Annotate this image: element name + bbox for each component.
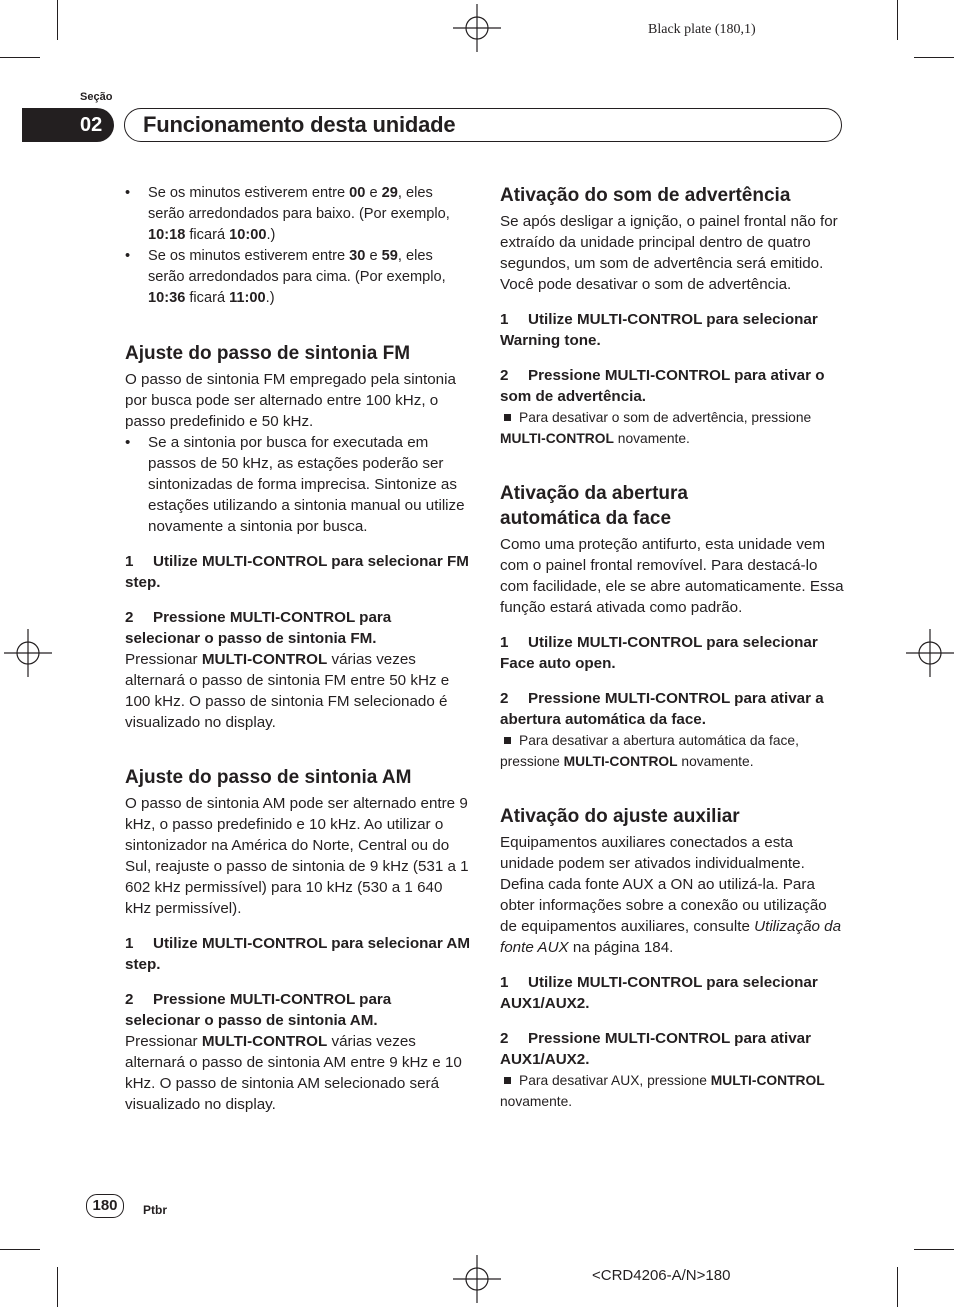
crop-mark [914,57,954,58]
left-column [125,183,470,1115]
step-2: 2 Pressione MULTI-CONTROL para ativar AUX1/AUX2. [500,1030,811,1068]
plate-label: Black plate (180,1) [648,22,756,37]
crop-mark [0,1249,40,1250]
paragraph: O passo de sintonia FM empregado pela sintonia por busca pode ser alternado entre 100 kHz, o passo predefinido e 50 kHz. [125,371,456,430]
paragraph: Pressionar MULTI-CONTROL várias vezes alternará o passo de sintonia FM entre 50 kHz e 100 kHz. O passo de sintonia FM selecionado é visualizado no display. [125,651,450,731]
step-1: 1 Utilize MULTI-CONTROL para selecionar FM step. [125,553,469,591]
note: Para desativar a abertura automática da face, pressione MULTI-CONTROL novamente. [500,733,799,769]
step-2: 2 Pressione MULTI-CONTROL para ativar o som de advertência. [500,367,825,405]
section-title: Funcionamento desta unidade [143,112,456,137]
list-item: • Se os minutos estiverem entre 30 e 59, eles serão arredondados para cima. (Por exemplo, 10:36 ficará 11:00.) [125,246,470,309]
heading-face-auto-open: Ativação da abertura automática da face [500,483,688,529]
paragraph: Como uma proteção antifurto, esta unidade vem com o painel frontal removível. Para destacá-lo com facilidade, ele se abre automaticamente. Essa função estará ativada como padrão. [500,536,844,616]
section-label: Seção [80,91,113,103]
square-bullet-icon [504,414,511,421]
note: Para desativar AUX, pressione MULTI-CONTROL novamente. [500,1073,825,1109]
registration-mark-icon [453,4,501,52]
crop-mark [57,0,58,40]
step-2: 2 Pressione MULTI-CONTROL para ativar a abertura automática da face. [500,690,824,728]
heading-fm-step: Ajuste do passo de sintonia FM [125,343,411,364]
square-bullet-icon [504,737,511,744]
step-2: 2 Pressione MULTI-CONTROL para selecionar o passo de sintonia AM. [125,991,392,1029]
note: Para desativar o som de advertência, pressione MULTI-CONTROL novamente. [500,410,812,446]
crop-mark [57,1267,58,1307]
paragraph: O passo de sintonia AM pode ser alternado entre 9 kHz, o passo predefinido e 10 kHz. Ao utilizar o sintonizador na América do Norte, Central ou do Sul, reajuste o passo de sintonia de 9 kHz (531 a 1 602 kHz permissível) para 10 kHz (530 a 1 640 kHz permissível). [125,795,469,917]
list-item: • Se os minutos estiverem entre 00 e 29, eles serão arredondados para baixo. (Por exemplo, 10:18 ficará 10:00.) [125,183,470,246]
paragraph: Se após desligar a ignição, o painel frontal não for extraído da unidade principal dentro de quatro segundos, um som de advertência será emitido. Você pode desativar o som de advertência. [500,213,838,293]
step-1: 1 Utilize MULTI-CONTROL para selecionar AM step. [125,935,471,973]
registration-mark-icon [4,629,52,677]
heading-warning-tone: Ativação do som de advertência [500,185,791,206]
square-bullet-icon [504,1077,511,1084]
paragraph: Equipamentos auxiliares conectados a esta unidade podem ser ativados individualmente. Defina cada fonte AUX a ON ao utilizá-la. Para obter informações sobre a conexão ou utilização de equipamentos auxiliares, consulte Utilização da fonte AUX na página 184. [500,834,842,956]
registration-mark-icon [906,629,954,677]
step-2: 2 Pressione MULTI-CONTROL para selecionar o passo de sintonia FM. [125,609,392,647]
right-column [500,183,845,1112]
step-1: 1 Utilize MULTI-CONTROL para selecionar AUX1/AUX2. [500,974,818,1012]
page-number: 180 [86,1194,124,1218]
registration-mark-icon [453,1255,501,1303]
heading-am-step: Ajuste do passo de sintonia AM [125,767,412,788]
crop-mark [914,1249,954,1250]
language-label: Ptbr [143,1203,167,1217]
heading-aux: Ativação do ajuste auxiliar [500,806,740,827]
list-item: • Se a sintonia por busca for executada em passos de 50 kHz, as estações poderão ser sintonizadas de forma imprecisa. Sintonize as estações utilizando a sintonia manual ou utilize novamente a sintonia por busca. [125,432,470,537]
crop-mark [897,1267,898,1307]
step-1: 1 Utilize MULTI-CONTROL para selecionar Warning tone. [500,311,818,349]
paragraph: Pressionar MULTI-CONTROL várias vezes alternará o passo de sintonia AM entre 9 kHz e 10 kHz. O passo de sintonia AM selecionado será visualizado no display. [125,1033,462,1113]
crop-mark [0,57,40,58]
section-number: 02 [22,108,114,142]
document-code: <CRD4206-A/N>180 [592,1267,731,1284]
crop-mark [897,0,898,40]
step-1: 1 Utilize MULTI-CONTROL para selecionar Face auto open. [500,634,818,672]
